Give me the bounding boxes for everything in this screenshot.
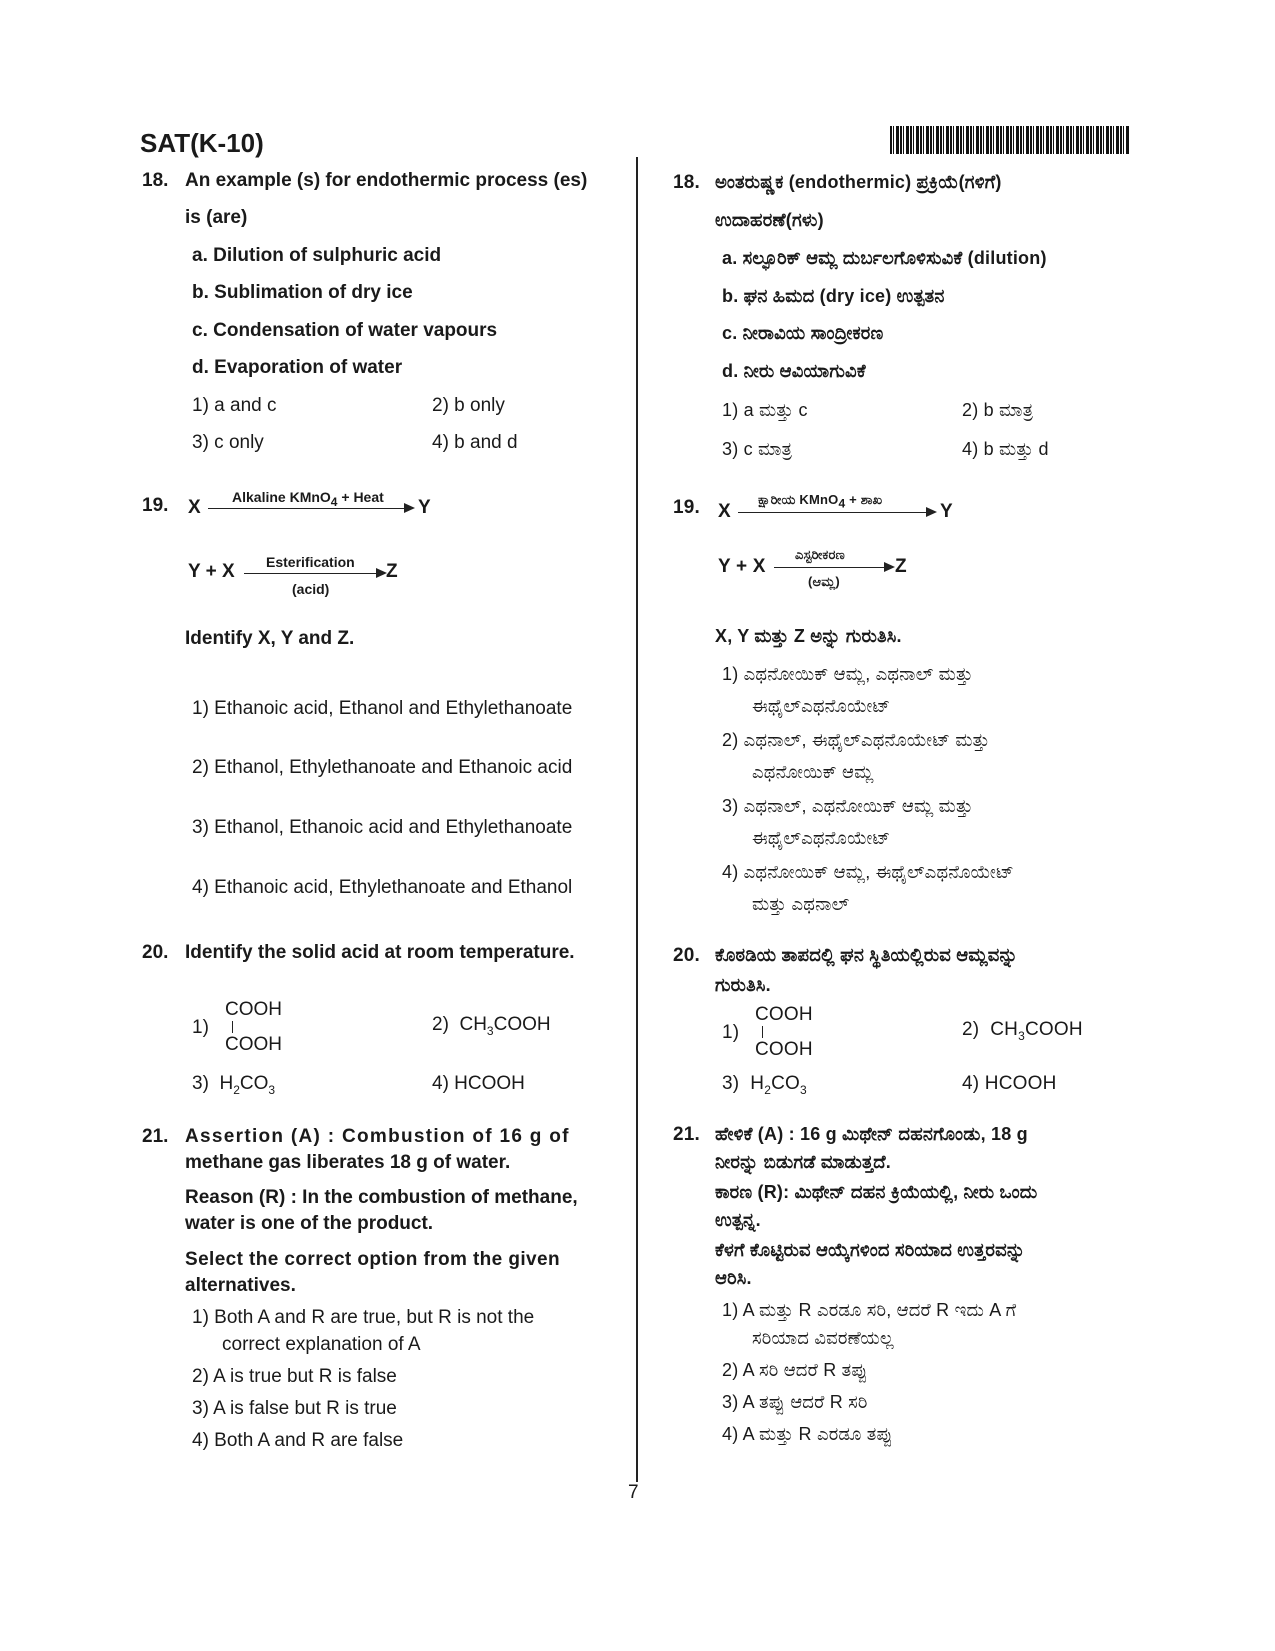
question-number: 21. xyxy=(673,1124,701,1145)
answer-option: 2) $CH_3COOH$ xyxy=(962,1019,1083,1043)
assertion: methane gas liberates 18 g of water. xyxy=(185,1152,511,1173)
arrow-head-icon xyxy=(884,562,895,572)
list-item: c. Condensation of water vapours xyxy=(192,320,498,341)
reactant-x: X xyxy=(718,501,731,522)
answer-option: 3) c only xyxy=(192,432,264,453)
answer-option: 4) Both A and R are false xyxy=(192,1430,404,1451)
question-number: 20. xyxy=(142,942,169,963)
instruction: Select the correct option from the given xyxy=(185,1249,560,1270)
answer-option-number: 1) xyxy=(192,1017,209,1038)
question-number: 18. xyxy=(673,172,701,193)
answer-option: 4) ಎಥನೋಯಿಕ್ ಆಮ್ಲ, ಈಥೈಲ್ಎಥನೊಯೇಟ್ xyxy=(722,862,1014,882)
assertion: ನೀರನ್ನು ಬಿಡುಗಡೆ ಮಾಡುತ್ತದೆ. xyxy=(715,1152,891,1172)
answer-option: 3) $H_2CO_3$ xyxy=(722,1073,807,1097)
answer-option: 4) A ಮತ್ತು R ಎರಡೂ ತಪ್ಪು xyxy=(722,1424,893,1444)
question-stem: ಅಂತರುಷ್ಣಕ (endothermic) ಪ್ರಕ್ರಿಯೆ(ಗಳಿಗೆ) xyxy=(715,172,1002,192)
product-z: Z xyxy=(895,556,907,577)
product-z: Z xyxy=(386,561,398,582)
reason: ಕಾರಣ (R): ಮಿಥೇನ್ ದಹನ ಕ್ರಿಯೆಯಲ್ಲಿ, ನೀರು ಒಂದು xyxy=(715,1182,1038,1202)
assertion: Assertion (A) : Combustion of 16 g of xyxy=(185,1126,570,1147)
instruction: ಕೆಳಗೆ ಕೊಟ್ಟಿರುವ ಆಯ್ಕೆಗಳಿಂದ ಸರಿಯಾದ ಉತ್ತರವನ್ನು xyxy=(715,1240,1026,1260)
question-stem: ಗುರುತಿಸಿ. xyxy=(715,975,771,995)
answer-option: 4) HCOOH xyxy=(432,1073,525,1094)
answer-option: ಸರಿಯಾದ ವಿವರಣೆಯಲ್ಲ xyxy=(752,1328,894,1348)
reaction-arrow xyxy=(208,508,406,509)
list-item: d. Evaporation of water xyxy=(192,357,403,378)
answer-option: 1) Both A and R are true, but R is not the xyxy=(192,1307,535,1328)
answer-option: 2) A is true but R is false xyxy=(192,1366,397,1387)
answer-option: 4) Ethanoic acid, Ethylethanoate and Ethanol xyxy=(192,877,573,898)
reaction-condition: ಎಸ್ಟರೀಕರಣ xyxy=(795,547,845,562)
answer-option: 2) Ethanol, Ethylethanoate and Ethanoic acid xyxy=(192,757,573,778)
reason: Reason (R) : In the combustion of methane, xyxy=(185,1187,578,1208)
reaction-catalyst: (ಆಮ್ಲ) xyxy=(808,574,840,589)
reaction-condition: ಕ್ಷಾರೀಯ KMnO$_4$ + ಶಾಖ xyxy=(758,492,883,511)
answer-option: 1) Ethanoic acid, Ethanol and Ethylethanoate xyxy=(192,698,573,719)
answer-option: 2) A ಸರಿ ಆದರೆ R ತಪ್ಪು xyxy=(722,1360,868,1380)
page-number: 7 xyxy=(628,1482,639,1503)
question-prompt: X, Y ಮತ್ತು Z ಅನ್ನು ಗುರುತಿಸಿ. xyxy=(715,626,902,646)
answer-option: 1) a and c xyxy=(192,395,277,416)
question-number: 20. xyxy=(673,945,701,966)
list-item: d. ನೀರು ಆವಿಯಾಗುವಿಕೆ xyxy=(722,361,866,381)
answer-option: 3) c ಮಾತ್ರ xyxy=(722,439,793,459)
barcode xyxy=(890,126,1130,154)
reaction-arrow xyxy=(738,512,928,513)
answer-option: 3) $H_2CO_3$ xyxy=(192,1073,276,1097)
instruction: alternatives. xyxy=(185,1275,296,1296)
question-stem: is (are) xyxy=(185,207,248,228)
answer-option-number: 1) xyxy=(722,1022,740,1043)
answer-option: 4) b and d xyxy=(432,432,518,453)
question-stem: ಕೊಠಡಿಯ ತಾಪದಲ್ಲಿ ಘನ ಸ್ಥಿತಿಯಲ್ಲಿರುವ ಆಮ್ಲವನ್ನು xyxy=(715,945,1018,965)
answer-option: 2) b ಮಾತ್ರ xyxy=(962,400,1034,420)
reaction-condition: Alkaline KMnO$_4$ + Heat xyxy=(232,489,384,509)
list-item: c. ನೀರಾವಿಯ ಸಾಂದ್ರೀಕರಣ xyxy=(722,323,884,343)
answer-option: 4) HCOOH xyxy=(962,1073,1057,1094)
arrow-head-icon xyxy=(404,503,415,513)
question-stem: Identify the solid acid at room temperature. xyxy=(185,942,575,963)
reactants-yx: Y + X xyxy=(718,556,766,577)
reactants-yx: Y + X xyxy=(188,561,235,582)
answer-option: correct explanation of A xyxy=(222,1334,421,1355)
list-item: b. Sublimation of dry ice xyxy=(192,282,413,303)
oxalic-acid-top: COOH xyxy=(755,1004,813,1025)
single-bond xyxy=(762,1026,763,1038)
reason: ಉತ್ಪನ್ನ. xyxy=(715,1210,761,1230)
answer-option: ಈಥೈಲ್ಎಥನೊಯೇಟ್ xyxy=(752,828,891,848)
list-item: a. ಸಲ್ಫೂರಿಕ್ ಆಮ್ಲ ದುರ್ಬಲಗೊಳಿಸುವಿಕೆ (dilution) xyxy=(722,248,1047,268)
answer-option: 3) A ತಪ್ಪು ಆದರೆ R ಸರಿ xyxy=(722,1392,868,1412)
instruction: ಆರಿಸಿ. xyxy=(715,1268,752,1288)
page-code: SAT(K-10) xyxy=(140,128,264,158)
answer-option: 1) A ಮತ್ತು R ಎರಡೂ ಸರಿ, ಆದರೆ R ಇದು A ಗೆ xyxy=(722,1300,1017,1320)
answer-option: 3) A is false but R is true xyxy=(192,1398,397,1419)
single-bond xyxy=(232,1021,233,1033)
oxalic-acid-bottom: COOH xyxy=(225,1034,282,1055)
oxalic-acid-bottom: COOH xyxy=(755,1039,813,1060)
product-y: Y xyxy=(418,497,431,518)
answer-option: 1) a ಮತ್ತು c xyxy=(722,400,808,420)
arrow-head-icon xyxy=(926,507,937,517)
question-stem: ಉದಾಹರಣೆ(ಗಳು) xyxy=(715,210,824,230)
column-divider xyxy=(636,157,638,1482)
answer-option: 2) ಎಥನಾಲ್, ಈಥೈಲ್ಎಥನೊಯೇಟ್ ಮತ್ತು xyxy=(722,730,990,750)
question-number: 19. xyxy=(142,495,169,516)
answer-option: 1) ಎಥನೋಯಿಕ್ ಆಮ್ಲ, ಎಥನಾಲ್ ಮತ್ತು xyxy=(722,664,973,684)
list-item: a. Dilution of sulphuric acid xyxy=(192,245,442,266)
answer-option: 3) Ethanol, Ethanoic acid and Ethylethanoate xyxy=(192,817,573,838)
question-number: 21. xyxy=(142,1126,169,1147)
question-number: 18. xyxy=(142,170,169,191)
answer-option: 3) ಎಥನಾಲ್, ಎಥನೋಯಿಕ್ ಆಮ್ಲ ಮತ್ತು xyxy=(722,796,973,816)
answer-option: ಎಥನೋಯಿಕ್ ಆಮ್ಲ xyxy=(752,762,874,782)
oxalic-acid-top: COOH xyxy=(225,999,282,1020)
question-prompt: Identify X, Y and Z. xyxy=(185,628,355,649)
reaction-catalyst: (acid) xyxy=(292,581,330,597)
reaction-condition: Esterification xyxy=(266,554,355,570)
question-number: 19. xyxy=(673,497,701,518)
answer-option: ಈಥೈಲ್ಎಥನೊಯೇಟ್ xyxy=(752,696,891,716)
assertion: ಹೇಳಿಕೆ (A) : 16 g ಮಿಥೇನ್ ದಹನಗೊಂಡು, 18 g xyxy=(715,1124,1028,1144)
reason: water is one of the product. xyxy=(185,1213,434,1234)
reactant-x: X xyxy=(188,497,201,518)
answer-option: 2) $CH_3COOH$ xyxy=(432,1014,551,1038)
product-y: Y xyxy=(940,501,953,522)
answer-option: 2) b only xyxy=(432,395,505,416)
answer-option: 4) b ಮತ್ತು d xyxy=(962,439,1049,459)
reaction-arrow xyxy=(244,573,378,574)
reaction-arrow xyxy=(774,567,886,568)
question-stem: An example (s) for endothermic process (es) xyxy=(185,170,588,191)
list-item: b. ಘನ ಹಿಮದ (dry ice) ಉತ್ಪತನ xyxy=(722,286,945,306)
answer-option: ಮತ್ತು ಎಥನಾಲ್ xyxy=(752,894,850,914)
